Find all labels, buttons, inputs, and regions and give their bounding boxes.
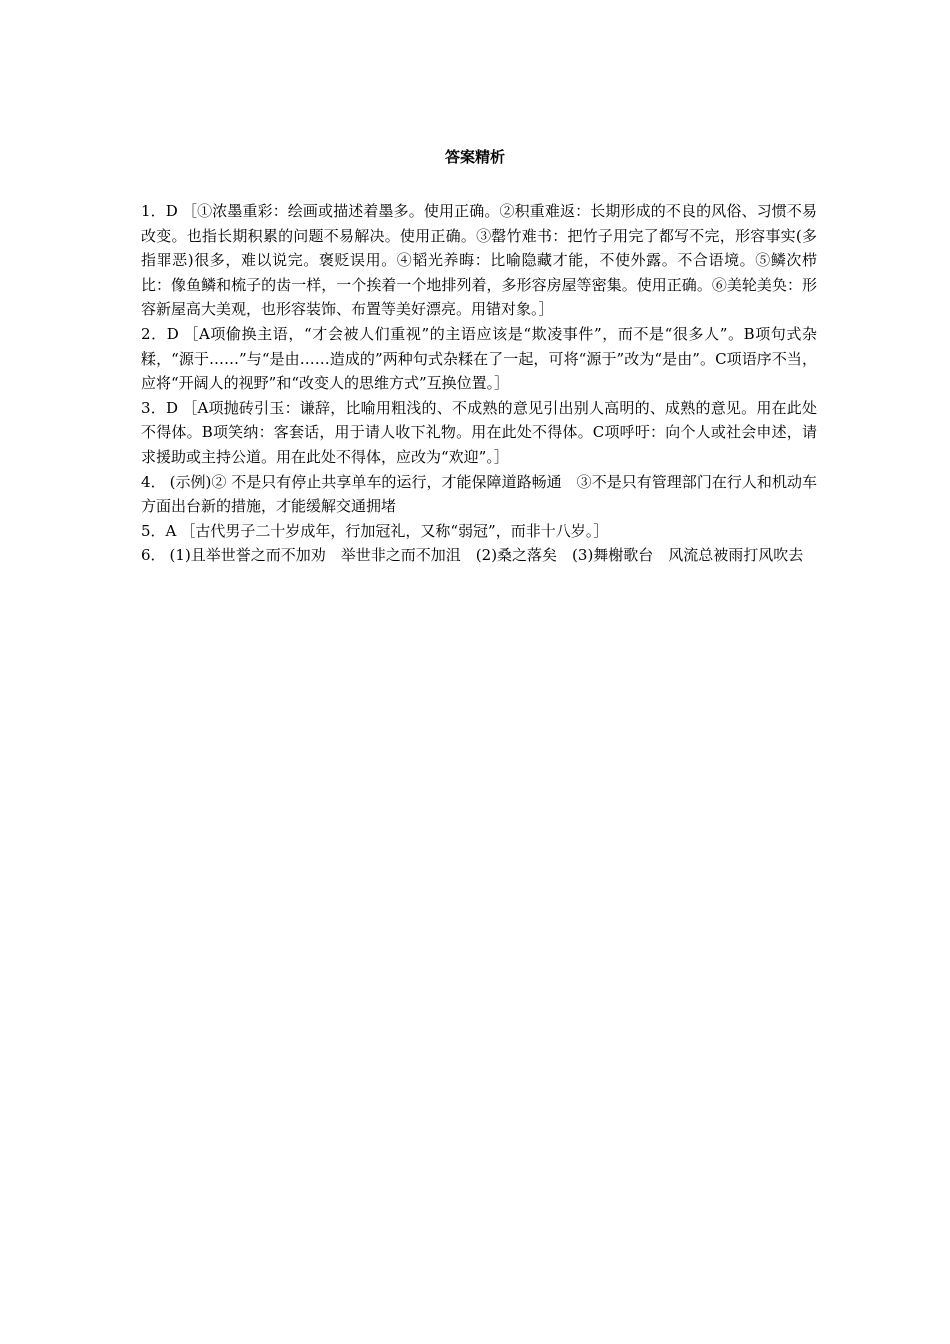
answer-text: ［A项抛砖引玉：谦辞，比喻用粗浅的、不成熟的意见引出别人高明的、成熟的意见。用在此处不得体。B项笑纳：客套话，用于请人收下礼物。用在此处不得体。C项呼吁：向个人或社会申述，请求援助或主持公道。用在此处不得体，应改为“欢迎”。］ xyxy=(141,398,817,466)
answer-text: (示例)② 不是只有停止共享单车的运行，才能保障道路畅通 ③不是只有管理部门在行人和机动车方面出台新的措施，才能缓解交通拥堵 xyxy=(141,472,817,516)
answer-number: 4． xyxy=(141,472,166,491)
answer-item-6 xyxy=(141,543,817,568)
answer-item-3 xyxy=(141,396,817,470)
page-title: 答案精析 xyxy=(444,148,505,166)
answer-number: 2．D xyxy=(141,324,179,343)
answer-item-2 xyxy=(141,322,817,396)
answer-text: (1)且举世誉之而不加劝 举世非之而不加沮 (2)桑之落矣 (3)舞榭歌台 风流总被雨打风吹去 xyxy=(169,546,804,565)
answer-list xyxy=(141,199,817,568)
answer-text: ［①浓墨重彩：绘画或描述着墨多。使用正确。②积重难返：长期形成的不良的风俗、习惯不易改变。也指长期积累的问题不易解决。使用正确。③罄竹难书：把竹子用完了都写不完，形容事实(多指罪恶)很多，难以说完。褒贬误用。④韬光养晦：比喻隐藏才能，不使外露。不合语境。⑤鳞次栉比：像鱼鳞和梳子的齿一样，一个挨着一个地排列着，多形容房屋等密集。使用正确。⑥美轮美奂：形容新屋高大美观，也形容装饰、布置等美好漂亮。用错对象。］ xyxy=(141,202,817,319)
answer-item-1 xyxy=(141,199,817,322)
answer-item-4 xyxy=(141,470,817,519)
answer-item-5 xyxy=(141,519,817,544)
answer-text: ［古代男子二十岁成年，行加冠礼，又称“弱冠”，而非十八岁。］ xyxy=(180,521,609,540)
answer-number: 5．A xyxy=(141,521,177,540)
answer-number: 3．D xyxy=(141,398,179,417)
answer-text: ［A项偷换主语，“才会被人们重视”的主语应该是“欺凌事件”，而不是“很多人”。B项句式杂糅，“源于……”与“是由……造成的”两种句式杂糅在了一起，可将“源于”改为“是由”。C项语序不当，应将“开阔人的视野”和“改变人的思维方式”互换位置。］ xyxy=(141,324,818,393)
answer-number: 1．D xyxy=(141,202,178,220)
answer-number: 6． xyxy=(141,546,166,565)
